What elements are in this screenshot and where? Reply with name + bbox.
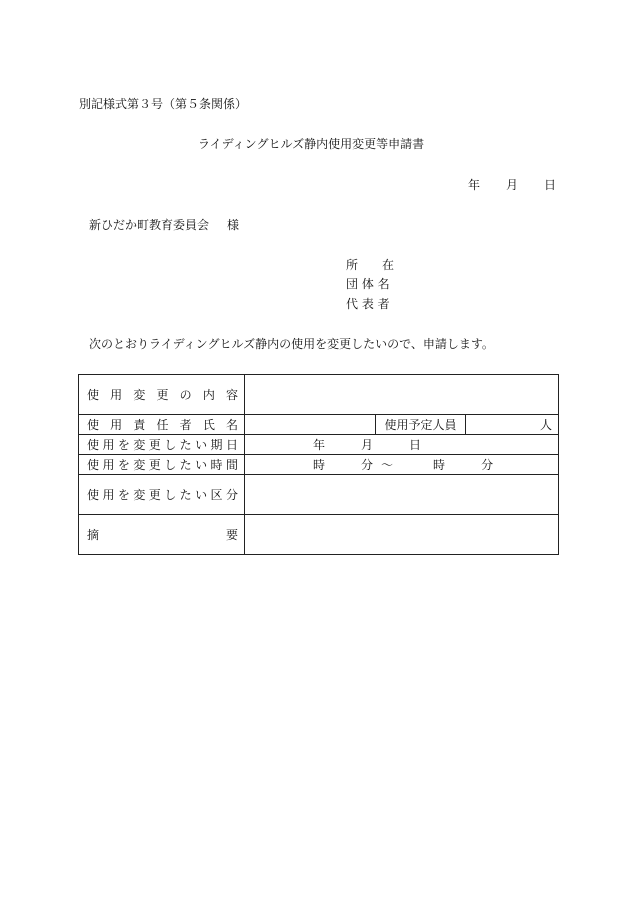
table-row-change-time xyxy=(79,455,559,475)
form-title: ライディングヒルズ静内使用変更等申請書 xyxy=(198,137,425,151)
change-date-day: 日 xyxy=(409,437,422,452)
change-time-minute-start: 分 xyxy=(361,457,374,472)
application-form-table xyxy=(78,374,559,555)
table-row-change-content xyxy=(79,375,559,415)
remarks-label-cell xyxy=(79,515,245,555)
table-row-remarks xyxy=(79,515,559,555)
change-time-tilde: ～ xyxy=(381,457,394,472)
change-date-label-cell xyxy=(79,435,245,455)
change-date-year: 年 xyxy=(313,437,326,452)
planned-users-field[interactable] xyxy=(466,415,559,435)
change-content-field[interactable] xyxy=(245,375,559,415)
applicant-group-label: 団 体 名 xyxy=(346,277,390,291)
planned-users-label: 使用予定人員 xyxy=(376,415,466,435)
planned-users-unit: 人 xyxy=(540,417,553,432)
form-number: 別記様式第３号（第５条関係） xyxy=(79,97,248,111)
applicant-address-label: 所 在 xyxy=(346,258,395,272)
change-time-label-cell xyxy=(79,455,245,475)
responsible-person-field[interactable] xyxy=(245,415,376,435)
change-time-field[interactable] xyxy=(245,455,559,475)
intro-text: 次のとおりライディングヒルズ静内の使用を変更したいので、申請します。 xyxy=(89,337,494,351)
table-row-change-category xyxy=(79,475,559,515)
change-category-field[interactable] xyxy=(245,475,559,515)
addressee-honorific: 様 xyxy=(227,218,240,232)
date-day-label: 日 xyxy=(544,178,557,192)
responsible-person-label: 使用責任者氏名 xyxy=(87,417,238,432)
change-time-hour-start: 時 xyxy=(313,457,326,472)
change-time-label: 使用を変更したい時間 xyxy=(87,457,238,472)
change-category-label: 使用を変更したい区分 xyxy=(87,487,238,502)
change-content-label: 使用変更の内容 xyxy=(87,387,238,402)
remarks-label xyxy=(87,528,238,542)
addressee xyxy=(89,218,239,232)
change-time-minute-end: 分 xyxy=(481,457,494,472)
addressee-name: 新ひだか町教育委員会 xyxy=(89,218,210,232)
table-row-responsible-person xyxy=(79,415,559,435)
application-date xyxy=(468,178,556,192)
change-time-hour-end: 時 xyxy=(433,457,446,472)
remarks-field[interactable] xyxy=(245,515,559,555)
change-category-label-cell xyxy=(79,475,245,515)
change-date-month: 月 xyxy=(361,437,374,452)
date-year-label: 年 xyxy=(468,178,481,192)
remarks-label-start: 摘 xyxy=(87,527,100,542)
table-row-change-date xyxy=(79,435,559,455)
date-month-label: 月 xyxy=(506,178,519,192)
responsible-person-label-cell xyxy=(79,415,245,435)
change-date-label: 使用を変更したい期日 xyxy=(87,437,238,452)
change-content-label-cell xyxy=(79,375,245,415)
change-date-field[interactable] xyxy=(245,435,559,455)
remarks-label-end: 要 xyxy=(225,527,238,542)
applicant-representative-label: 代 表 者 xyxy=(346,297,390,311)
